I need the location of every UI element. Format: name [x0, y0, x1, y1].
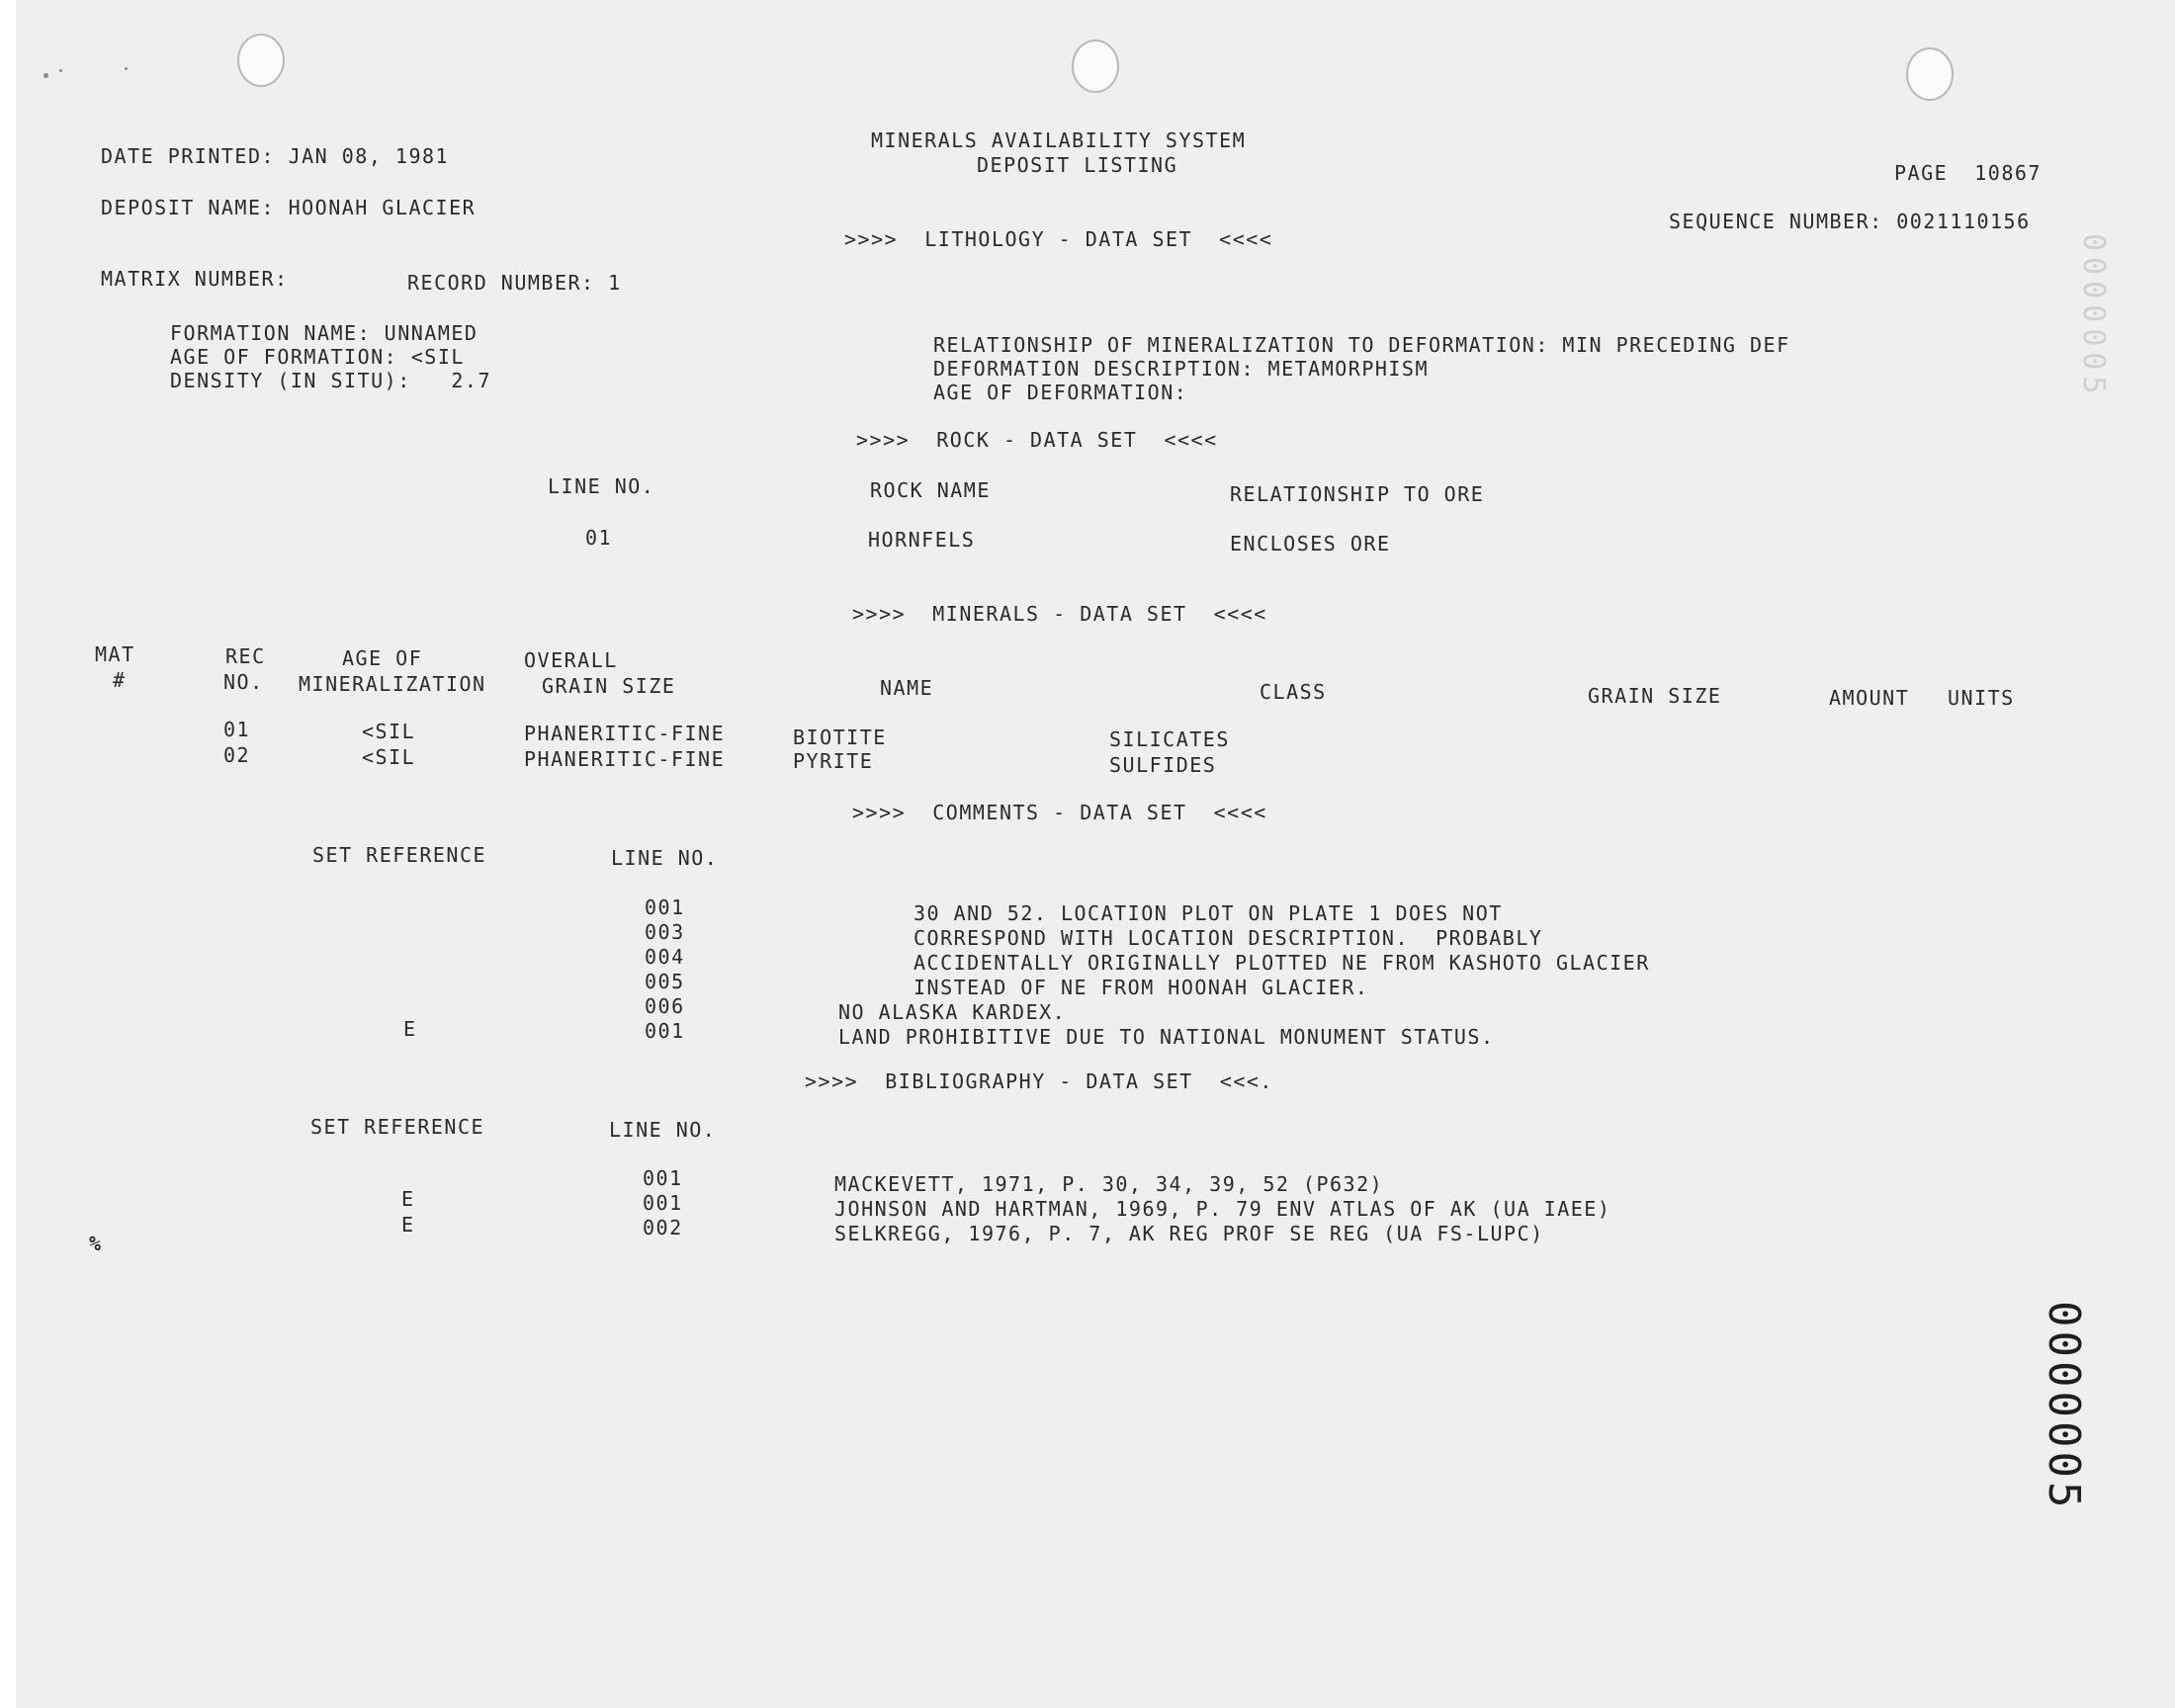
mineral-rec: 02: [223, 743, 251, 767]
comment-line-no: 003: [645, 920, 685, 944]
minerals-col-overall: OVERALL: [524, 648, 618, 672]
comment-line-no: 005: [645, 970, 685, 993]
minerals-col-mineralization: MINERALIZATION: [299, 672, 486, 696]
comment-text: ACCIDENTALLY ORIGINALLY PLOTTED NE FROM KASHOTO GLACIER: [914, 951, 1650, 975]
bibliography-text: MACKEVETT, 1971, P. 30, 34, 39, 52 (P632): [834, 1172, 1384, 1196]
page-number: PAGE 10867: [1894, 161, 2042, 185]
comment-set-reference: E: [403, 1017, 417, 1041]
bibliography-col-line-no: LINE NO.: [609, 1118, 717, 1142]
deformation-description: DEFORMATION DESCRIPTION: METAMORPHISM: [933, 357, 1430, 381]
frame-number: 0000005: [2039, 1301, 2089, 1512]
punch-hole-center: [1072, 40, 1119, 93]
punch-hole-right: [1906, 47, 1954, 101]
bibliography-set-reference: E: [401, 1213, 415, 1237]
bibliography-text: SELKREGG, 1976, P. 7, AK REG PROF SE REG (UA FS-LUPC): [834, 1222, 1544, 1245]
date-printed: DATE PRINTED: JAN 08, 1981: [101, 144, 450, 168]
bibliography-set-reference: E: [401, 1187, 415, 1211]
rock-col-line-no: LINE NO.: [548, 474, 655, 498]
mineral-class: SULFIDES: [1109, 753, 1217, 777]
comment-line-no: 004: [645, 945, 685, 969]
comment-text: CORRESPOND WITH LOCATION DESCRIPTION. PROBABLY: [914, 926, 1543, 950]
rock-col-relationship: RELATIONSHIP TO ORE: [1230, 482, 1485, 506]
density: DENSITY (IN SITU): 2.7: [170, 369, 491, 392]
document-page: [16, 0, 2175, 1708]
faded-frame-number: 0000005: [2076, 233, 2111, 400]
deposit-name: DEPOSIT NAME: HOONAH GLACIER: [101, 196, 477, 219]
matrix-number: MATRIX NUMBER:: [101, 267, 289, 291]
comment-line-no: 001: [645, 896, 685, 919]
paper-speck: [59, 69, 62, 72]
mineralization-relationship: RELATIONSHIP OF MINERALIZATION TO DEFORMATION: MIN PRECEDING DEF: [933, 333, 1790, 357]
rock-relationship: ENCLOSES ORE: [1230, 532, 1391, 555]
mineral-name: PYRITE: [793, 749, 874, 773]
minerals-col-mat-hash: #: [113, 668, 127, 692]
age-of-formation: AGE OF FORMATION: <SIL: [170, 345, 465, 369]
mineral-rec: 01: [223, 718, 251, 741]
lithology-heading: >>>> LITHOLOGY - DATA SET <<<<: [844, 227, 1273, 251]
punch-hole-left: [237, 34, 285, 87]
mineral-class: SILICATES: [1109, 727, 1230, 751]
rock-col-rock-name: ROCK NAME: [870, 478, 991, 502]
comments-col-set-reference: SET REFERENCE: [312, 843, 487, 867]
minerals-col-rec: REC: [225, 644, 266, 668]
minerals-col-amount: AMOUNT: [1829, 686, 1910, 710]
minerals-col-age: AGE OF: [342, 646, 423, 670]
percent-mark: %: [89, 1232, 103, 1255]
rock-heading: >>>> ROCK - DATA SET <<<<: [856, 428, 1218, 452]
minerals-heading: >>>> MINERALS - DATA SET <<<<: [852, 602, 1267, 626]
mineral-age: <SIL: [362, 745, 416, 769]
mineral-grain: PHANERITIC-FINE: [524, 747, 726, 771]
record-number: RECORD NUMBER: 1: [407, 271, 622, 295]
minerals-col-grain-size-2: GRAIN SIZE: [1588, 684, 1722, 708]
paper-speck: [125, 67, 128, 70]
comment-text: INSTEAD OF NE FROM HOONAH GLACIER.: [914, 976, 1369, 999]
minerals-col-grain-size: GRAIN SIZE: [542, 674, 676, 698]
comment-line-no: 001: [645, 1019, 685, 1043]
minerals-col-name: NAME: [880, 676, 934, 700]
comment-text: NO ALASKA KARDEX.: [838, 1000, 1067, 1024]
bibliography-line-no: 002: [643, 1216, 683, 1239]
formation-name: FORMATION NAME: UNNAMED: [170, 321, 478, 345]
minerals-col-rec-no: NO.: [223, 670, 264, 694]
comment-text: 30 AND 52. LOCATION PLOT ON PLATE 1 DOES NOT: [914, 901, 1503, 925]
bibliography-text: JOHNSON AND HARTMAN, 1969, P. 79 ENV ATLAS OF AK (UA IAEE): [834, 1197, 1611, 1221]
comment-line-no: 006: [645, 994, 685, 1018]
minerals-col-units: UNITS: [1948, 686, 2015, 710]
mineral-grain: PHANERITIC-FINE: [524, 722, 726, 745]
system-title: MINERALS AVAILABILITY SYSTEM: [871, 128, 1247, 152]
minerals-col-class: CLASS: [1260, 680, 1327, 704]
minerals-col-mat: MAT: [95, 642, 135, 666]
paper-speck: [44, 73, 48, 78]
bibliography-col-set-reference: SET REFERENCE: [310, 1115, 485, 1139]
bibliography-line-no: 001: [643, 1166, 683, 1190]
age-of-deformation: AGE OF DEFORMATION:: [933, 381, 1188, 404]
mineral-age: <SIL: [362, 720, 416, 743]
rock-line-no: 01: [585, 526, 613, 550]
listing-title: DEPOSIT LISTING: [977, 153, 1178, 177]
comments-heading: >>>> COMMENTS - DATA SET <<<<: [852, 801, 1267, 824]
bibliography-line-no: 001: [643, 1191, 683, 1215]
comment-text: LAND PROHIBITIVE DUE TO NATIONAL MONUMENT STATUS.: [838, 1025, 1495, 1049]
rock-name: HORNFELS: [868, 528, 976, 552]
mineral-name: BIOTITE: [793, 726, 887, 749]
bibliography-heading: >>>> BIBLIOGRAPHY - DATA SET <<<.: [805, 1069, 1273, 1093]
comments-col-line-no: LINE NO.: [611, 846, 719, 870]
sequence-number: SEQUENCE NUMBER: 0021110156: [1669, 210, 2031, 233]
